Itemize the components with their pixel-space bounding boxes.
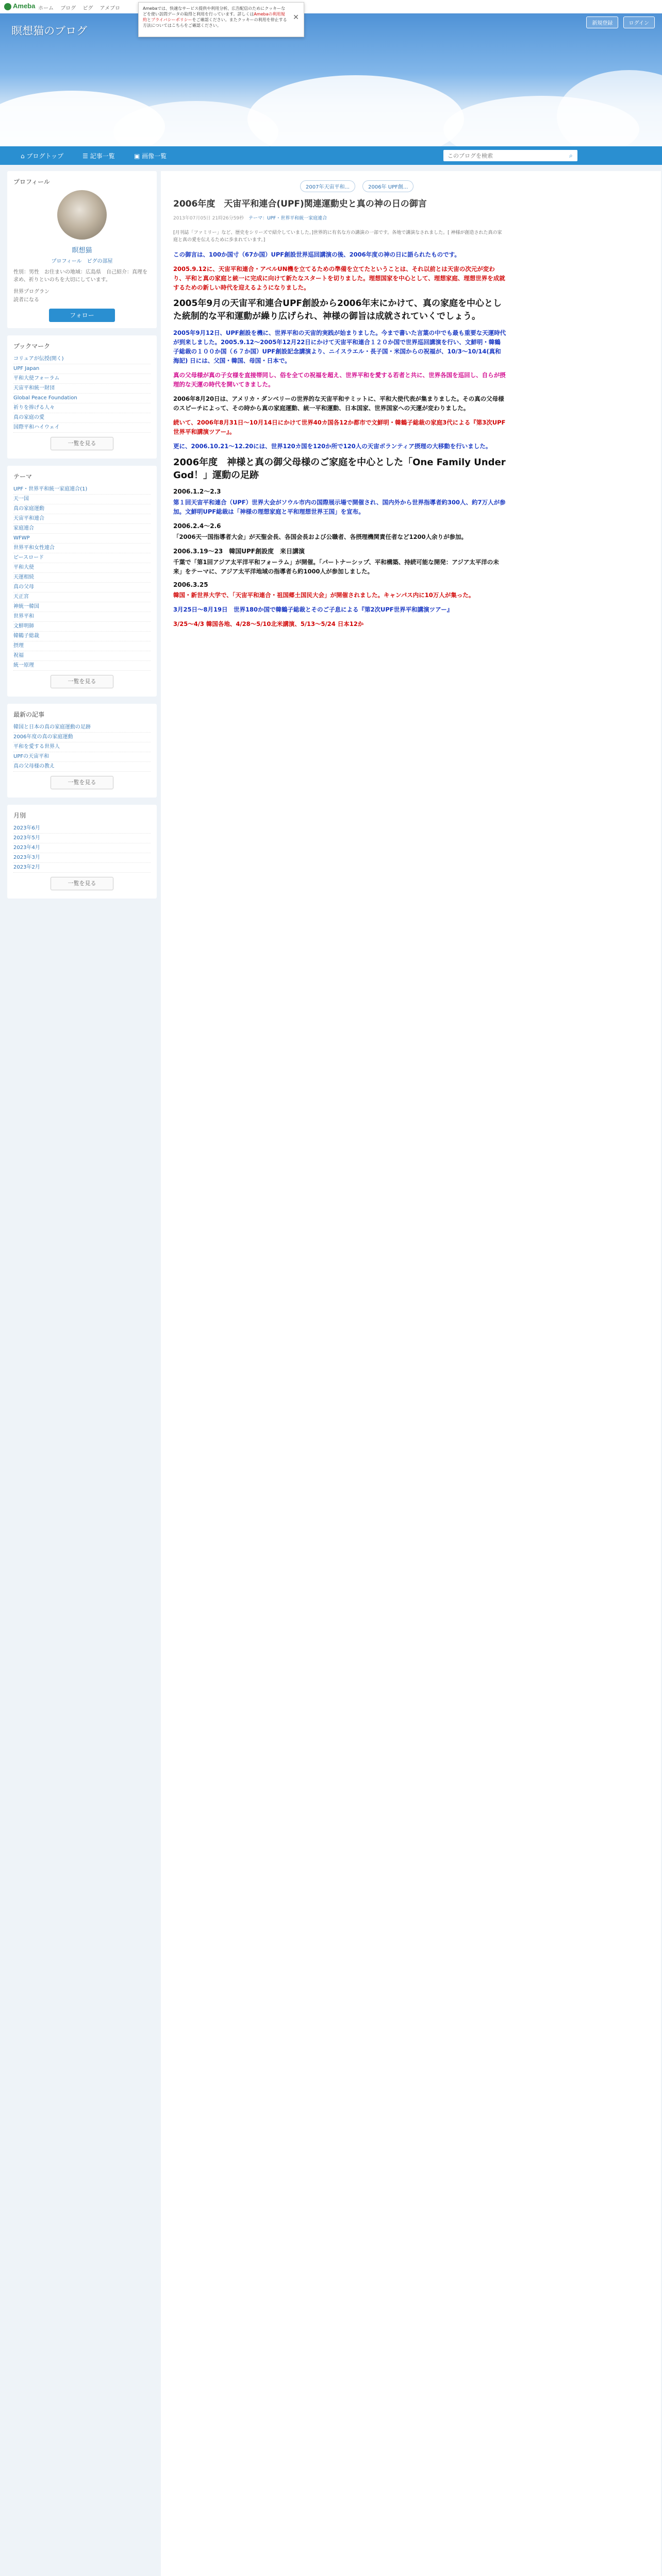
archive-item[interactable]: 2023年2月 <box>13 863 151 873</box>
recent-box <box>7 704 157 798</box>
cloud <box>247 75 464 146</box>
theme-item[interactable]: 摂理 <box>13 641 151 651</box>
recent-item[interactable]: 真の父母様の教え <box>13 762 151 772</box>
list-icon: ☰ <box>82 152 90 160</box>
bookmark-more-button[interactable]: 一覧を見る <box>51 437 113 450</box>
article-theme-link[interactable]: テーマ：UPF・世界平和統一家庭連合 <box>249 216 327 221</box>
ameba-logo-icon <box>4 3 11 10</box>
timeline-date: 2006.3.19～23 韓国UPF創設度 来日講演 <box>173 548 305 555</box>
nav-image-list-label: 画像一覧 <box>142 152 167 160</box>
article-paragraph: 「2006天一国指導者大会」が天聖会長、各国会長および公職者、各摂理機関責任者など1200人余りが参加。 <box>173 533 468 540</box>
theme-item[interactable]: WFWP <box>13 534 151 544</box>
timeline-date: 2006.3.25 <box>173 581 208 588</box>
theme-item[interactable]: 天正宮 <box>13 592 151 602</box>
cloud <box>557 70 662 146</box>
timeline-date: 2006.1.2～2.3 <box>173 488 221 495</box>
ameba-link-amebro[interactable]: アメブロ <box>100 6 120 11</box>
recent-item[interactable]: 韓国と日本の真の家庭運動の足跡 <box>13 723 151 733</box>
profile-links[interactable]: プロフィール ピグの部屋 <box>51 259 113 264</box>
bookmark-item[interactable]: UPF Japan <box>13 364 151 374</box>
bookmark-item[interactable]: Global Peace Foundation <box>13 394 151 403</box>
close-icon[interactable]: ✕ <box>293 13 299 22</box>
theme-item[interactable]: 天一国 <box>13 495 151 504</box>
article <box>173 198 506 634</box>
article-paragraph: 3/25～4/3 韓国各地、4/28～5/10北米講演、5/13～5/24 日本12か <box>173 620 364 628</box>
home-icon: ⌂ <box>21 152 27 160</box>
login-button[interactable]: ログイン <box>623 16 655 28</box>
article-intro: [月刊誌「ファミリー」など、歴史をシリーズで紹介していました。]世界的に有名な方の講演の一部です。各地で講演なされました。[ 神様が創造された真の家庭と真の愛を伝えるために歩まれています。] <box>173 230 502 243</box>
archive-list <box>13 824 151 873</box>
article-paragraph: 千葉で「第1回アジア太平洋平和フォーラム」が開催。「パートナーシップ、平和構築、持続可能な開発：アジア太平洋の未来」をテーマに、アジア太平洋地域の指導者ら約1000人が参加しました。 <box>173 558 499 575</box>
signup-button[interactable]: 新規登録 <box>586 16 618 28</box>
theme-item[interactable]: 祝福 <box>13 651 151 661</box>
ameba-logo[interactable] <box>4 2 35 10</box>
next-entry-tag[interactable]: 2006年 UPF創... <box>362 180 413 192</box>
cookie-notice <box>138 2 304 37</box>
profile-box <box>7 171 157 328</box>
blog-header <box>0 13 662 146</box>
article-paragraph: 続いて、2006年8月31日～10月14日にかけて世界40カ国各12か都市で文鮮明・韓鶴子総裁の家庭3代による『第3次UPF世界平和講演ツアー』。 <box>173 419 506 435</box>
search-input[interactable] <box>443 150 577 161</box>
article-paragraph: 更に、2006.10.21～12.20には、世界120カ国を120か所で120人の天宙ボランティア摂理の大移動を行いました。 <box>173 443 492 450</box>
cookie-text: Amebaでは、快適なサービス提供や利用分析、広告配信のためにクッキーなどを使い訪問データの取得と利用を行っています。詳しくは <box>143 6 286 16</box>
article-paragraph: 2005年9月12日、UPF創設を機に、世界平和の天宙的実践が始まりました。今まで書いた言葉の中でも最も重要な天運時代が到来しました。2005.9.12～2005年12月22日にかけて天宙平和連合１２０か国で世界巡回講演を行い、文鮮明・韓鶴子総裁の１００か国（６７か国）UPF創設記念講演より、ニイスラエル・長子国・米国からの祝福が、10/3～10/14(真和海記) 日には、父国・韓国、母国・日本で。 <box>173 329 506 364</box>
bookmark-list <box>13 354 151 433</box>
nav-entry-list-label: 記事一覧 <box>90 152 115 160</box>
article-title[interactable]: 2006年度 天宙平和連合(UPF)関連運動史と真の神の日の御言 <box>173 199 427 209</box>
archive-item[interactable]: 2023年5月 <box>13 834 151 843</box>
profile-name[interactable]: 瞑想猫 <box>72 247 92 255</box>
theme-box <box>7 466 157 697</box>
archive-item[interactable]: 2023年3月 <box>13 853 151 863</box>
bookmark-box <box>7 335 157 459</box>
bookmark-item[interactable]: 平和大使フォーラム <box>13 374 151 384</box>
bookmark-item[interactable]: 祈りを捧げる人々 <box>13 403 151 413</box>
theme-item[interactable]: 天宙平和連合 <box>13 514 151 524</box>
recent-item[interactable]: 2006年度の真の家庭運動 <box>13 733 151 742</box>
recent-heading: 最新の記事 <box>13 711 45 718</box>
theme-heading: テーマ <box>13 473 32 480</box>
ameba-logo-text: Ameba <box>13 2 36 10</box>
nav-blog-top-label: ブログトップ <box>26 152 64 160</box>
cookie-text-3: をご確認ください。またクッキーの利用を停止する方法についてはこちらをご確認ください。 <box>143 18 287 28</box>
recent-list <box>13 723 151 772</box>
theme-item[interactable]: 真の家庭運動 <box>13 504 151 514</box>
theme-item[interactable]: 文鮮明師 <box>13 622 151 632</box>
bookmark-item[interactable]: 真の家庭の愛 <box>13 413 151 423</box>
theme-item[interactable]: 天運相続 <box>13 573 151 583</box>
cookie-text-2: と <box>147 18 151 22</box>
cookie-privacy-link[interactable]: プライバシーポリシー <box>151 18 192 22</box>
article-heading: 2005年9月の天宙平和連合UPF創設から2006年末にかけて、真の家庭を中心とした統制的な平和運動が繰り広げられ、神様の御旨は成就されていくでしょう。 <box>173 298 502 321</box>
ameba-top-bar <box>0 0 662 14</box>
profile-text: 性別：男性 お住まいの地域：広島県 自己紹介：真理を求め、祈りといのちを大切にしています。 <box>13 269 147 283</box>
article-paragraph: 真の父母様が真の子女様を直接帯同し、俗を全ての祝福を超え、世界平和を愛する若者と共に、世界各国を巡回し、自らが摂理的な天運の時代を開いてきました。 <box>173 371 506 388</box>
article-paragraph: この御言は、100か国寸（67か国）UPF創設世界巡回講演の後、2006年度の神の日に語られたものです。 <box>173 251 460 258</box>
avatar[interactable] <box>57 190 107 240</box>
main-content <box>161 171 661 2576</box>
theme-item[interactable]: 家庭連合 <box>13 524 151 534</box>
bookmark-item[interactable]: 国際平和ハイウェイ <box>13 423 151 433</box>
related-tags <box>300 180 419 192</box>
theme-item[interactable]: 統一原理 <box>13 661 151 671</box>
article-paragraph: 第１回天宙平和連合（UPF）世界大会がソウル市内の国際展示場で開催され、国内外から世界指導者約300人、約7万人が参加。文鮮明UPF総裁は「神様の理想家庭と平和理想世界王国」を宣布。 <box>173 499 506 515</box>
article-paragraph: 3月25日～8月19日 世界180か国で韓鶴子総裁とそのご子息による『第2次UPF世界平和講演ツアー』 <box>173 606 453 613</box>
article-paragraph: 韓国・新世界大学で、「天宙平和連合・祖国郷土国民大会」が開催されました。キャンパス内に10万人が集った。 <box>173 591 475 599</box>
archive-item[interactable]: 2023年6月 <box>13 824 151 834</box>
ameba-link-blog[interactable]: ブログ <box>60 6 76 11</box>
nav-entry-list[interactable] <box>82 151 115 160</box>
archive-item[interactable]: 2023年4月 <box>13 843 151 853</box>
search-icon[interactable]: ⌕ <box>569 152 573 159</box>
blog-title[interactable]: 瞑想猫のブログ <box>11 25 87 37</box>
theme-item[interactable]: 平和大使 <box>13 563 151 573</box>
theme-item[interactable]: 神統一韓国 <box>13 602 151 612</box>
article-date: 2013年07月05日 21時26分59秒 <box>173 216 244 221</box>
recent-item[interactable]: UPFの天宙平和 <box>13 752 151 762</box>
archive-box <box>7 805 157 899</box>
nav-blog-top[interactable] <box>21 151 63 160</box>
theme-item[interactable]: 世界平和 <box>13 612 151 622</box>
sidebar <box>7 171 157 906</box>
theme-more-button[interactable]: 一覧を見る <box>51 675 113 688</box>
article-section-heading: 2006年度 神様と真の御父母様のご家庭を中心とした「One Family Under God！」運動の足跡 <box>173 457 506 481</box>
theme-item[interactable]: UPF・世界平和統一家庭連合(1) <box>13 485 151 495</box>
ameba-link-pigg[interactable]: ピグ <box>82 6 93 11</box>
bookmark-item[interactable]: 天宙平和統一財団 <box>13 384 151 394</box>
theme-item[interactable]: 真の父母 <box>13 583 151 592</box>
theme-list <box>13 485 151 671</box>
header-account-links <box>583 16 655 28</box>
article-paragraph: 2005.9.12に、天宙平和連合・アベルUN機を立てるための準備を立てたということは、それ以前とは天宙の次元が変わり、平和と真の家庭と統一に完成に向けて新たなスタートを切りました。理想国家を中心として、理想家庭、理想世界を成就するための新しい時代を迎えるようになりました。 <box>173 265 505 291</box>
recent-more-button[interactable]: 一覧を見る <box>51 776 113 789</box>
timeline-date: 2006.2.4～2.6 <box>173 522 221 530</box>
archive-more-button[interactable]: 一覧を見る <box>51 877 113 890</box>
article-meta <box>173 214 506 221</box>
cookie-terms-link[interactable]: Amebaの利用規約 <box>143 12 285 22</box>
bookmark-item[interactable]: コリュアが伝授(開く) <box>13 354 151 364</box>
theme-item[interactable]: ピースロード <box>13 553 151 563</box>
bookmark-heading: ブックマーク <box>13 343 51 350</box>
prev-entry-tag[interactable]: 2007年天宙平和... <box>300 180 355 192</box>
archive-heading: 月別 <box>13 812 26 819</box>
ameba-links <box>38 4 125 11</box>
image-icon: ▣ <box>134 152 142 160</box>
profile-tail-text[interactable]: 世界プログラン <box>13 289 49 295</box>
theme-item[interactable]: 韓鶴子総裁 <box>13 632 151 641</box>
nav-image-list[interactable] <box>134 151 167 160</box>
follow-button[interactable]: フォロー <box>49 309 115 322</box>
profile-heading: プロフィール <box>13 178 50 185</box>
blog-nav <box>0 146 662 165</box>
ameba-link-home[interactable]: ホーム <box>38 6 54 11</box>
article-paragraph: 2006年8月20日は、アメリカ・ダンベリーの世界的な天宙平和サミットに、平和大使代表が集まりました。その真の父母様のスピーチによって、その時から真の家庭運動、統一平和運動、日本国家、世界国家への天運が変わりました。 <box>173 395 504 412</box>
recent-item[interactable]: 平和を愛する世界人 <box>13 742 151 752</box>
readers-link[interactable]: 読者になる <box>13 297 39 303</box>
theme-item[interactable]: 世界平和女性連合 <box>13 544 151 553</box>
